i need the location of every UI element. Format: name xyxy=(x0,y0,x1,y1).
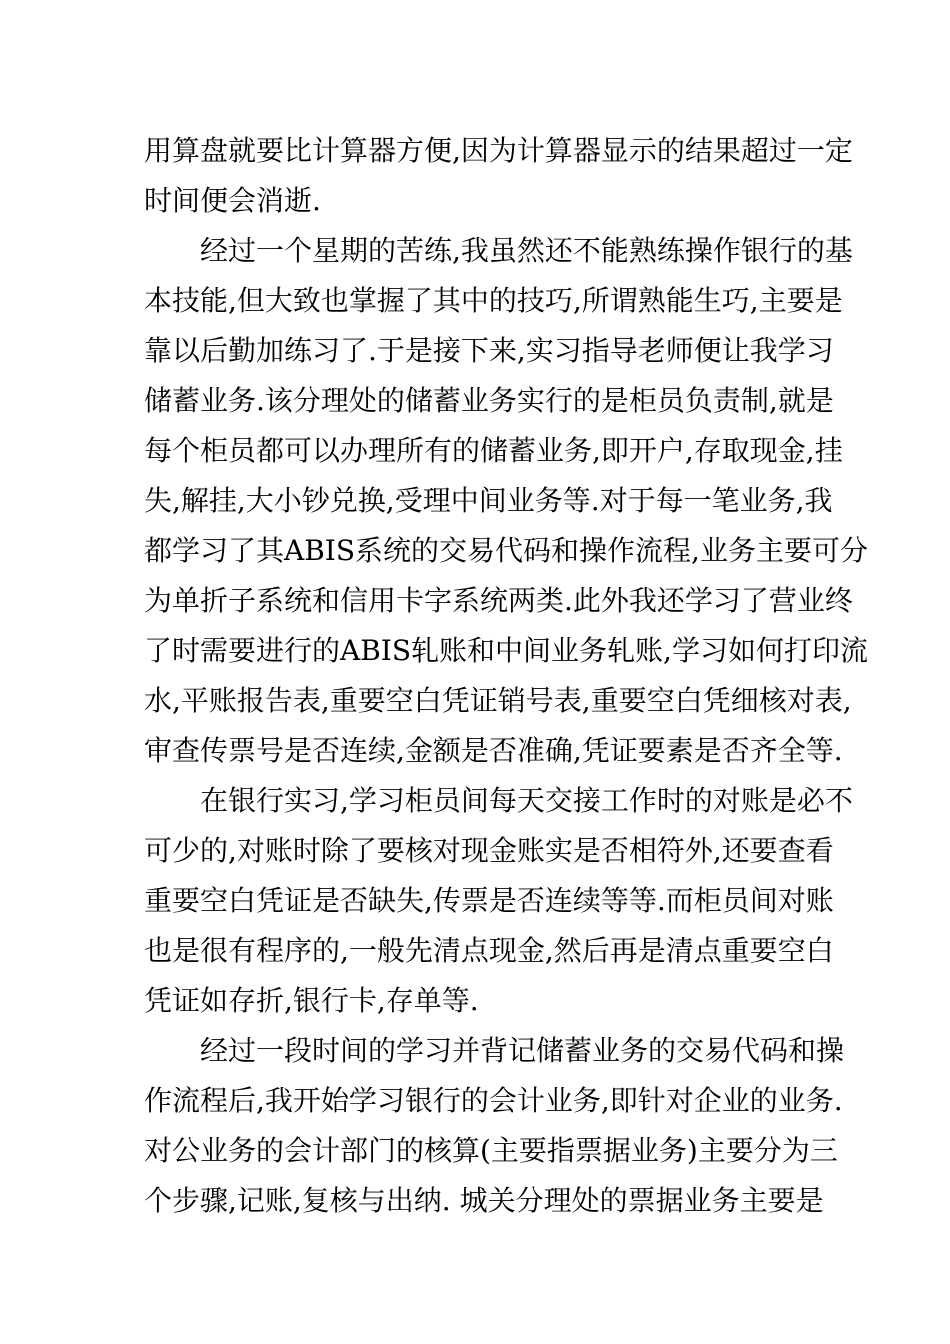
text-line: 用算盘就要比计算器方便,因为计算器显示的结果超过一定 xyxy=(144,134,853,167)
text-line: 本技能,但大致也掌握了其中的技巧,所谓熟能生巧,主要是 xyxy=(144,284,843,317)
text-line: 对公业务的会计部门的核算(主要指票据业务)主要分为三 xyxy=(144,1134,838,1167)
text-line: 为单折子系统和信用卡字系统两类.此外我还学习了营业终 xyxy=(144,584,853,617)
paragraph-start-line: 经过一个星期的苦练,我虽然还不能熟练操作银行的基 xyxy=(200,234,853,267)
text-line: 了时需要进行的ABIS轧账和中间业务轧账,学习如何打印流 xyxy=(144,634,868,667)
text-line: 靠以后勤加练习了.于是接下来,实习指导老师便让我学习 xyxy=(144,334,834,367)
text-line: 审查传票号是否连续,金额是否准确,凭证要素是否齐全等. xyxy=(144,734,843,767)
text-line: 时间便会消逝. xyxy=(144,184,321,217)
text-line: 储蓄业务.该分理处的储蓄业务实行的是柜员负责制,就是 xyxy=(144,384,834,417)
paragraph-start-line: 经过一段时间的学习并背记储蓄业务的交易代码和操 xyxy=(200,1034,845,1067)
text-line: 凭证如存折,银行卡,存单等. xyxy=(144,984,479,1017)
text-line: 重要空白凭证是否缺失,传票是否连续等等.而柜员间对账 xyxy=(144,884,834,917)
text-line: 失,解挂,大小钞兑换,受理中间业务等.对于每一笔业务,我 xyxy=(144,484,833,517)
text-line: 都学习了其ABIS系统的交易代码和操作流程,业务主要可分 xyxy=(144,534,868,567)
text-line: 也是很有程序的,一般先清点现金,然后再是清点重要空白 xyxy=(144,934,834,967)
text-line: 作流程后,我开始学习银行的会计业务,即针对企业的业务. xyxy=(144,1084,843,1117)
text-line: 水,平账报告表,重要空白凭证销号表,重要空白凭细核对表, xyxy=(144,684,852,717)
text-line: 可少的,对账时除了要核对现金账实是否相符外,还要查看 xyxy=(144,834,834,867)
paragraph-start-line: 在银行实习,学习柜员间每天交接工作时的对账是必不 xyxy=(200,784,853,817)
text-line: 每个柜员都可以办理所有的储蓄业务,即开户,存取现金,挂 xyxy=(144,434,843,467)
text-line: 个步骤,记账,复核与出纳. 城关分理处的票据业务主要是 xyxy=(144,1184,824,1217)
